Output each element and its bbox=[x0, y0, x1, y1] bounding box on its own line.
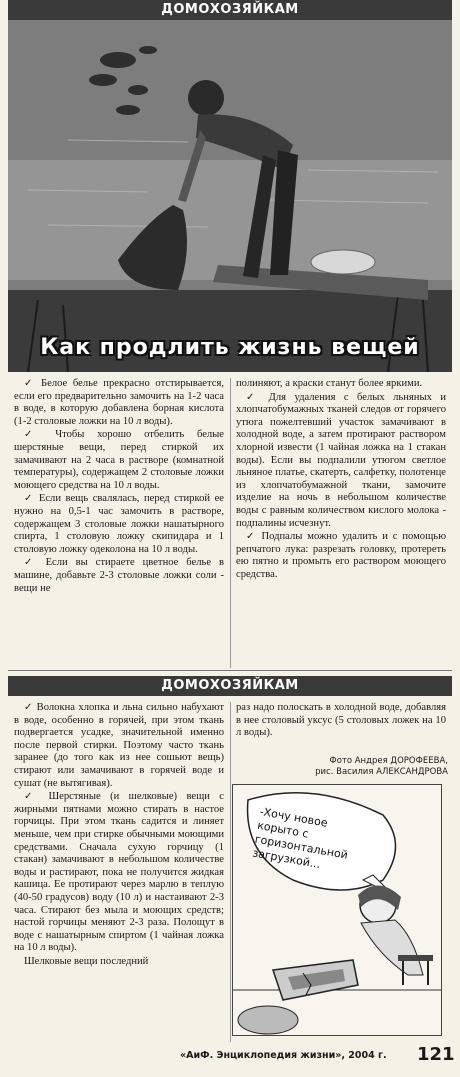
paragraph-text: Если вещь свалялась, перед стиркой ее нужно на 0,5-1 час замочить в растворе, содержащем 3 столовые ложки нашатырного спирта, 1 столовую ложку скипидара и 1 столовую ложку одеколона на 10 л воды. bbox=[14, 493, 224, 555]
paragraph-text: Шелковые вещи последний bbox=[24, 955, 149, 967]
page-footer: «АиФ. Энциклопедия жизни», 2004 г. bbox=[180, 1050, 387, 1061]
drawing-credit: рис. Василия АЛЕКСАНДРОВА bbox=[315, 767, 448, 777]
column-divider bbox=[230, 702, 231, 1042]
section-header-bottom bbox=[8, 676, 452, 696]
paragraph bbox=[236, 531, 446, 581]
check-icon: ✓ bbox=[24, 557, 38, 569]
paragraph bbox=[236, 392, 446, 531]
article2-right-column bbox=[236, 702, 446, 740]
image-credits bbox=[232, 756, 448, 778]
article-headline: Как продлить жизнь вещей bbox=[40, 335, 420, 360]
photo-credit: Фото Андрея ДОРОФЕЕВА, bbox=[329, 756, 448, 766]
paragraph bbox=[14, 702, 224, 790]
paragraph bbox=[14, 378, 224, 428]
paragraph-text: Для удаления с белых льняных и хлопчатобумажных тканей следов от горячего утюга пожелтевший участок замачивают в холодной воде, а затем протирают раствором хлорной извести (1 чайная ложка на 1 стакан воды). Если вы подпалили утюгом светлое льняное платье, скатерть, салфетку, полотенце из хлопчатобумажной ткани, замочите изделие на ночь в небольшом количестве воды с равным количеством кислого молока - подпалины исчезнут. bbox=[236, 391, 446, 529]
check-icon: ✓ bbox=[24, 791, 40, 803]
paragraph bbox=[14, 791, 224, 955]
paragraph bbox=[14, 557, 224, 595]
page-number: 121 bbox=[417, 1044, 455, 1065]
article-left-column bbox=[14, 378, 224, 595]
section-divider bbox=[8, 670, 452, 671]
paragraph-text: Шерстяные (и шелковые) вещи с жирными пятнами можно стирать в настое горчицы. При этом ткань садится и линяет меньше, чем при стирке обычными моющими средствами. Сначала сухую горчицу (1 стакан) замачивают в небольшом количестве воды и растирают, пока не получится жидкая кашица. Ее протирают через марлю в теплую (40-50 градусов) воду (10 л) и настаивают 2-3 часа. Стирают без мыла и моющих средств; настой горчицы меняют 2-3 раза. Полощут в воде с нашатырным спиртом (1 чайная ложка на 10 л воды). bbox=[14, 791, 224, 954]
check-icon: ✓ bbox=[246, 531, 257, 543]
article-right-column bbox=[236, 378, 446, 582]
check-icon: ✓ bbox=[24, 702, 34, 713]
article2-left-column bbox=[14, 702, 224, 968]
paragraph-text: Если вы стираете цветное белье в машине, добавьте 2-3 столовые ложки соли - вещи не bbox=[14, 557, 224, 594]
paragraph-text: раз надо полоскать в холодной воде, добавляя в нее столовый уксус (5 столовых ложек на 10 л воды). bbox=[236, 702, 446, 739]
paragraph bbox=[236, 378, 446, 391]
paragraph-text: Чтобы хорошо отбелить белые шерстяные вещи, перед стиркой их замачивают на 2 часа в растворе (комнатной температуры), содержащем 2 столовые ложки моющего средства на 10 л воды. bbox=[14, 429, 225, 491]
check-icon: ✓ bbox=[246, 391, 261, 403]
column-divider bbox=[230, 378, 231, 668]
photo-illustration bbox=[8, 20, 452, 372]
cartoon-speech-bubble: -Хочу новое корыто с горизонтальной загрузкой... bbox=[251, 805, 349, 872]
check-icon: ✓ bbox=[24, 493, 35, 505]
paragraph-text: Волокна хлопка и льна сильно набухают в воде, особенно в горячей, при этом ткань подвергается усадке, значительной именно после первой стирки. Поэтому часто ткань заранее (до того как из нее сошьют вещь) стирают или замачивают в горячей воде и сушат (не вытягивая). bbox=[14, 702, 224, 789]
paragraph bbox=[236, 702, 446, 740]
cartoon-illustration bbox=[232, 784, 442, 1036]
section-header-top bbox=[8, 0, 452, 20]
paragraph bbox=[14, 493, 224, 556]
paragraph-text: Подпалы можно удалить и с помощью репчатого лука: разрезать головку, протереть ею пятно и промыть его раствором моющего средства. bbox=[236, 531, 447, 580]
section-header-text: ДОМОХОЗЯЙКАМ bbox=[161, 678, 299, 693]
laundry-photo bbox=[8, 20, 452, 372]
check-icon: ✓ bbox=[24, 429, 43, 441]
paragraph bbox=[14, 956, 224, 969]
paragraph-text: Белое белье прекрасно отстирывается, если его предварительно замочить на 1-2 часа в воде, в которую добавлена борная кислота (1-2 столовые ложки на 10 л воды). bbox=[14, 378, 224, 427]
paragraph bbox=[14, 429, 224, 492]
check-icon: ✓ bbox=[24, 378, 36, 389]
section-header-text: ДОМОХОЗЯЙКАМ bbox=[161, 2, 299, 17]
paragraph-text: полиняют, а краски станут более яркими. bbox=[236, 378, 423, 389]
